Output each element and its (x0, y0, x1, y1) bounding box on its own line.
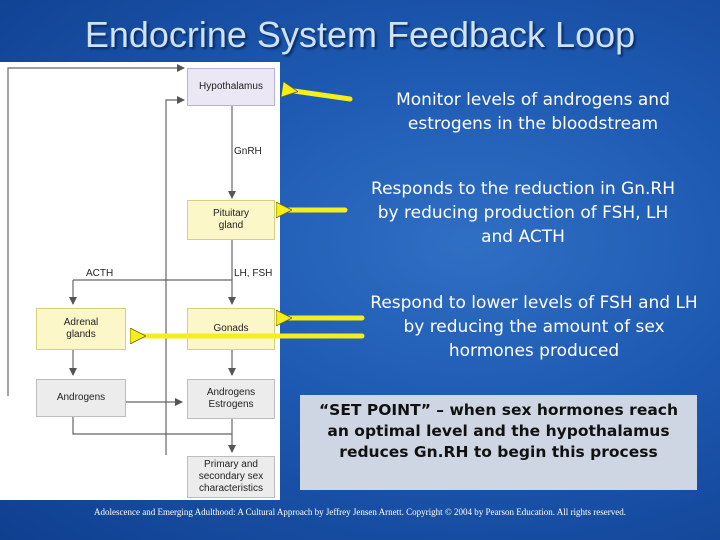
characteristics-label: Primary and secondary sex characteristics (198, 459, 264, 494)
copyright-footer: Adolescence and Emerging Adulthood: A Cultural Approach by Jeffrey Jensen Arnett. Copyright © 2004 by Pearson Education. All rights reserved. (94, 507, 626, 517)
set-point-box (300, 395, 697, 490)
pointer-arrow-hypothalamus (294, 91, 350, 99)
note-hypothalamus: Monitor levels of androgens and estrogens in the bloodstream (396, 90, 670, 134)
hypothalamus-label: Hypothalamus (199, 81, 263, 92)
note-gonads: Respond to lower levels of FSH and LH by reducing the amount of sex hormones produced (370, 293, 698, 361)
pituitary-label: Pituitary gland (212, 208, 250, 231)
note-pituitary: Responds to the reduction in Gn.RH by reducing production of FSH, LH and ACTH (371, 179, 675, 247)
lh-fsh-label: LH, FSH (234, 268, 273, 279)
androgens-label: Androgens (56, 392, 106, 403)
gnrh-label: GnRH (234, 146, 262, 157)
acth-label: ACTH (86, 268, 114, 279)
adrenal-label: Adrenal glands (63, 317, 99, 340)
set-point-text: “SET POINT” – when sex hormones reach an optimal level and the hypothalamus reduces Gn.RH to begin this process (318, 401, 679, 461)
androgens-estrogens-label: Androgens Estrogens (206, 387, 256, 410)
slide-title: Endocrine System Feedback Loop (84, 14, 636, 55)
gonads-label: Gonads (213, 323, 249, 334)
